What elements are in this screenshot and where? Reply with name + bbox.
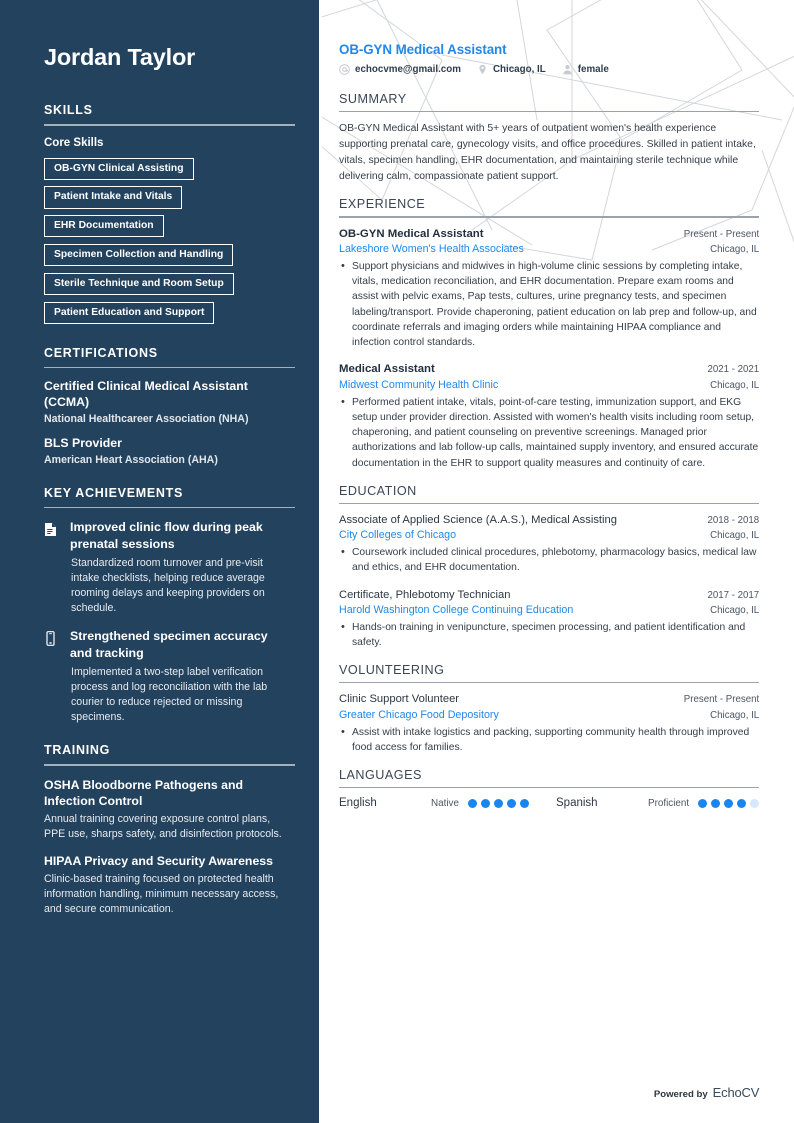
training-title: HIPAA Privacy and Security Awareness xyxy=(44,854,273,869)
candidate-name: Jordan Taylor xyxy=(44,44,196,70)
training-description: Clinic-based training focused on protected health information handling, minimum necessary access, and secure communication. xyxy=(44,873,279,916)
contact-gender[interactable] xyxy=(562,64,609,75)
education-entry xyxy=(339,588,759,651)
languages-section-title: LANGUAGES xyxy=(339,768,422,783)
skills-divider xyxy=(44,124,295,126)
sidebar-section-certifications xyxy=(44,346,291,468)
training-item xyxy=(44,853,291,917)
achievement-item xyxy=(44,519,291,616)
education-bullet: • Hands-on training in venipuncture, specimen processing, and patient identification and safety. xyxy=(339,620,759,650)
footer-branding xyxy=(654,1085,759,1100)
education-school[interactable]: Harold Washington College Continuing Education xyxy=(339,603,574,616)
volunteering-divider xyxy=(339,682,759,683)
sidebar-section-training xyxy=(44,743,291,917)
skill-chip[interactable]: Specimen Collection and Handling xyxy=(44,244,233,266)
education-school[interactable]: City Colleges of Chicago xyxy=(339,529,457,542)
volunteering-organization[interactable]: Greater Chicago Food Depository xyxy=(339,708,499,721)
education-bullet-list xyxy=(339,620,759,650)
achievement-description: Implemented a two-step label verification process and log reconciliation with the lab courier to reduce rejected or missing specimens. xyxy=(71,665,268,723)
certification-issuer: American Heart Association (AHA) xyxy=(44,454,218,467)
experience-bullet-list xyxy=(339,395,759,471)
skill-chip[interactable]: Patient Education and Support xyxy=(44,302,214,324)
certification-issuer: National Healthcareer Association (NHA) xyxy=(44,413,249,426)
certification-item xyxy=(44,436,291,468)
language-proficiency-dots xyxy=(698,799,759,808)
experience-date-range: Present - Present xyxy=(683,228,760,240)
volunteering-section-title: VOLUNTEERING xyxy=(339,663,445,678)
languages-divider xyxy=(339,787,759,788)
proficiency-dot xyxy=(507,799,516,808)
volunteering-location: Chicago, IL xyxy=(710,709,760,721)
section-languages xyxy=(339,768,759,809)
volunteering-role: Clinic Support Volunteer xyxy=(339,693,460,706)
experience-location: Chicago, IL xyxy=(710,244,760,256)
proficiency-dot xyxy=(520,799,529,808)
achievement-description: Standardized room turnover and pre-visit intake checklists, helping reduce average rooming delays and keeping providers on schedule. xyxy=(71,557,265,615)
experience-bullet: • Support physicians and midwives in high-volume clinic sessions by completing intake, vitals, medication reconciliation, and EHR documentation. Prepare exam rooms and assist with pelvic exams, Pap tests, cultures, urine pregnancy tests, and specimen labeling/transport. Provide chaperoning, patient education on lab prep and follow-up, and coordinate referrals and imaging orders while maintaining HIPAA compliance and infection control standards. xyxy=(339,259,759,350)
volunteering-date-range: Present - Present xyxy=(683,694,760,706)
proficiency-dot xyxy=(481,799,490,808)
certification-name: BLS Provider xyxy=(44,436,122,451)
person-icon xyxy=(562,64,573,75)
experience-employer[interactable]: Lakeshore Women's Health Associates xyxy=(339,243,524,256)
language-item xyxy=(339,797,529,809)
education-location: Chicago, IL xyxy=(710,530,760,542)
certification-item xyxy=(44,379,291,427)
contact-email-value: echocvme@gmail.com xyxy=(355,64,461,75)
experience-entry xyxy=(339,227,759,351)
volunteering-bullet: • Assist with intake logistics and packing, supporting community health through improved food access for families. xyxy=(339,725,759,755)
achievements-divider xyxy=(44,507,295,509)
volunteering-entry xyxy=(339,692,759,755)
skill-chip[interactable]: Patient Intake and Vitals xyxy=(44,186,182,208)
experience-bullet-list xyxy=(339,259,759,350)
education-date-range: 2017 - 2017 xyxy=(707,589,760,601)
training-item xyxy=(44,777,291,843)
proficiency-dot xyxy=(468,799,477,808)
education-location: Chicago, IL xyxy=(710,604,760,616)
document-icon xyxy=(44,519,59,616)
section-volunteering xyxy=(339,663,759,755)
training-section-title: TRAINING xyxy=(44,743,111,758)
education-degree: Associate of Applied Science (A.A.S.), Medical Assisting xyxy=(339,514,617,527)
experience-job-title: Medical Assistant xyxy=(339,363,435,376)
proficiency-dot xyxy=(737,799,746,808)
main-content xyxy=(319,0,794,1123)
brand-name: EchoCV xyxy=(712,1085,760,1100)
section-experience xyxy=(339,197,759,471)
experience-bullet: • Performed patient intake, vitals, point-of-care testing, immunization support, and EKG setup under provider direction. Assisted with women's health visits including room setup, chaperoning, and patient counseling on preventive screenings. Managed prior authorizations and lab follow-up calls, maintained supply inventory, and ensured accurate documentation in the EHR to support quality measures and continuity of care. xyxy=(339,395,759,471)
skills-section-title: SKILLS xyxy=(44,103,93,118)
training-title: OSHA Bloodborne Pathogens and Infection Control xyxy=(44,777,244,808)
proficiency-dot xyxy=(724,799,733,808)
core-skills-label: Core Skills xyxy=(44,136,104,149)
email-icon xyxy=(339,64,350,75)
proficiency-dot xyxy=(494,799,503,808)
proficiency-dot xyxy=(750,799,759,808)
sidebar-section-achievements xyxy=(44,486,291,725)
contact-email[interactable] xyxy=(339,64,461,75)
achievement-item xyxy=(44,628,291,725)
proficiency-dot xyxy=(698,799,707,808)
location-pin-icon xyxy=(477,64,488,75)
language-item xyxy=(556,797,759,809)
volunteering-bullet-list xyxy=(339,725,759,755)
contact-gender-value: female xyxy=(577,64,609,75)
experience-divider xyxy=(339,216,759,217)
achievements-section-title: KEY ACHIEVEMENTS xyxy=(44,485,184,500)
section-education xyxy=(339,484,759,650)
experience-section-title: EXPERIENCE xyxy=(339,197,426,212)
languages-row xyxy=(339,797,759,809)
powered-by-label: Powered by xyxy=(653,1089,708,1100)
contact-bar xyxy=(339,64,759,75)
skill-chip[interactable]: OB-GYN Clinical Assisting xyxy=(44,158,194,180)
education-divider xyxy=(339,503,759,504)
contact-location[interactable] xyxy=(477,64,546,75)
job-headline: OB-GYN Medical Assistant xyxy=(339,42,507,57)
summary-divider xyxy=(339,111,759,112)
skills-chip-list xyxy=(44,158,291,324)
language-proficiency-dots xyxy=(468,799,529,808)
experience-job-title: OB-GYN Medical Assistant xyxy=(339,227,484,240)
sidebar-section-skills xyxy=(44,103,291,324)
education-bullet: • Coursework included clinical procedures, phlebotomy, pharmacology basics, medical law and ethics, and EHR documentation. xyxy=(339,545,759,575)
language-name: English xyxy=(339,797,377,810)
language-level: Native xyxy=(431,797,459,809)
education-entry xyxy=(339,513,759,576)
achievement-title: Strengthened specimen accuracy and tracking xyxy=(70,629,268,660)
mobile-device-icon xyxy=(44,628,59,725)
experience-entry xyxy=(339,362,759,471)
skill-chip[interactable]: Sterile Technique and Room Setup xyxy=(44,273,234,295)
experience-employer[interactable]: Midwest Community Health Clinic xyxy=(339,378,499,391)
proficiency-dot xyxy=(711,799,720,808)
language-level: Proficient xyxy=(648,797,690,809)
language-name: Spanish xyxy=(556,797,598,810)
training-divider xyxy=(44,764,295,766)
skill-chip[interactable]: EHR Documentation xyxy=(44,215,164,237)
summary-section-title: SUMMARY xyxy=(339,92,407,106)
experience-location: Chicago, IL xyxy=(710,379,760,391)
contact-location-value: Chicago, IL xyxy=(492,64,546,75)
education-bullet-list xyxy=(339,545,759,575)
sidebar xyxy=(0,0,319,1123)
certification-name: Certified Clinical Medical Assistant (CCMA) xyxy=(44,379,248,410)
education-degree: Certificate, Phlebotomy Technician xyxy=(339,588,511,601)
section-summary xyxy=(339,92,759,184)
education-date-range: 2018 - 2018 xyxy=(707,515,760,527)
experience-date-range: 2021 - 2021 xyxy=(707,364,760,376)
education-section-title: EDUCATION xyxy=(339,483,417,498)
certifications-divider xyxy=(44,367,295,369)
summary-text: OB-GYN Medical Assistant with 5+ years of outpatient women's health experience supporting prenatal care, gynecology visits, and office procedures. Skilled in patient intake, vitals, specimen handling, EHR documentation, and maintaining sterile technique while delivering calm, compassionate patient support. xyxy=(339,123,756,182)
certifications-section-title: CERTIFICATIONS xyxy=(44,345,158,360)
achievement-title: Improved clinic flow during peak prenatal sessions xyxy=(70,520,263,551)
training-description: Annual training covering exposure control plans, PPE use, sharps safety, and disinfection protocols. xyxy=(44,812,282,840)
